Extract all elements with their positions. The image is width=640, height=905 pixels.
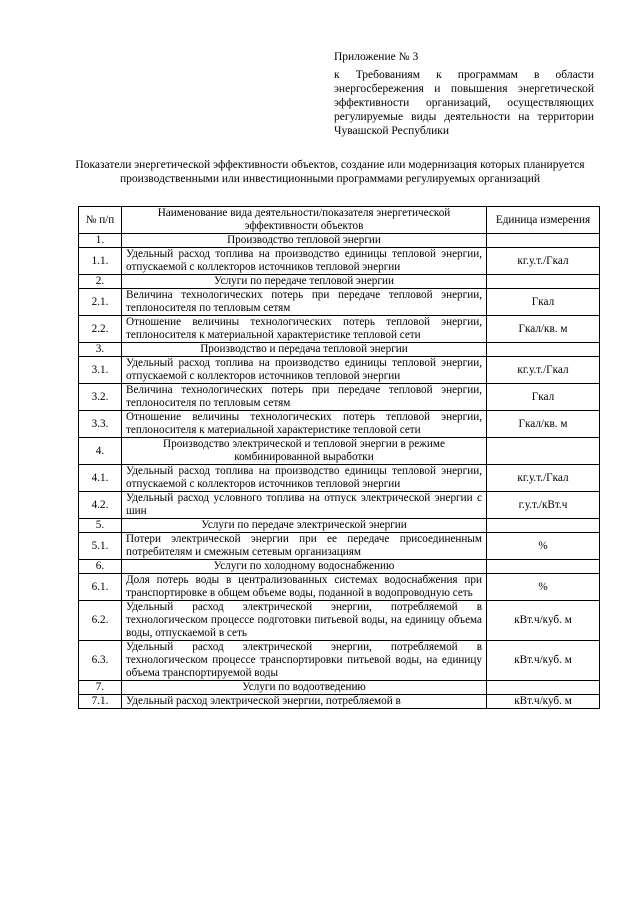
table-row [79, 695, 600, 709]
unit-cell: Гкал [487, 289, 600, 316]
section-name: Производство и передача тепловой энергии [122, 343, 487, 357]
unit-cell: Гкал [487, 384, 600, 411]
unit-cell [487, 275, 600, 289]
unit-cell [487, 234, 600, 248]
indicator-name: Удельный расход топлива на производство единицы тепловой энергии, отпускаемой с коллекторов источников тепловой энергии [122, 465, 487, 492]
row-number: 2.2. [79, 316, 122, 343]
appendix-text: к Требованиям к программам в области энергосбережения и повышения энергетической эффективности организаций, осуществляющих регулируемые виды деятельности на территории Чувашской Республики [334, 69, 594, 137]
row-number: 3.1. [79, 357, 122, 384]
indicator-name: Удельный расход условного топлива на отпуск электрической энергии с шин [122, 492, 487, 519]
unit-cell [487, 438, 600, 465]
table-row [79, 465, 600, 492]
table-row [79, 316, 600, 343]
unit-cell [487, 560, 600, 574]
row-number: 2. [79, 275, 122, 289]
indicator-name: Величина технологических потерь при передаче тепловой энергии, теплоносителя по тепловым сетям [122, 289, 487, 316]
row-number: 4. [79, 438, 122, 465]
row-number: 3.3. [79, 411, 122, 438]
table-row [79, 574, 600, 601]
section-row [79, 519, 600, 533]
row-number: 5.1. [79, 533, 122, 560]
indicator-name: Удельный расход топлива на производство единицы тепловой энергии, отпускаемой с коллекторов источников тепловой энергии [122, 248, 487, 275]
indicator-name: Удельный расход электрической энергии, потребляемой в [122, 695, 487, 709]
section-name: Производство тепловой энергии [122, 234, 487, 248]
table-row [79, 533, 600, 560]
unit-cell: Гкал/кв. м [487, 316, 600, 343]
section-name: Услуги по передаче тепловой энергии [122, 275, 487, 289]
indicator-name: Отношение величины технологических потерь тепловой энергии, теплоносителя к материальной характеристике тепловой сети [122, 316, 487, 343]
table-row [79, 384, 600, 411]
unit-cell: % [487, 574, 600, 601]
row-number: 6.2. [79, 601, 122, 641]
table-row [79, 641, 600, 681]
section-name: Услуги по холодному водоснабжению [122, 560, 487, 574]
row-number: 4.2. [79, 492, 122, 519]
row-number: 3. [79, 343, 122, 357]
appendix-block [334, 50, 594, 138]
table-row [79, 411, 600, 438]
table-row [79, 357, 600, 384]
indicator-name: Потери электрической энергии при ее передаче присоединенным потребителям и смежным сетевым организациям [122, 533, 487, 560]
row-number: 5. [79, 519, 122, 533]
unit-cell: г.у.т./кВт.ч [487, 492, 600, 519]
unit-cell: кг.у.т./Гкал [487, 357, 600, 384]
unit-cell [487, 681, 600, 695]
row-number: 3.2. [79, 384, 122, 411]
indicator-name: Величина технологических потерь при передаче тепловой энергии, теплоносителя по тепловым сетям [122, 384, 487, 411]
unit-cell: кВт.ч/куб. м [487, 601, 600, 641]
row-number: 2.1. [79, 289, 122, 316]
document-title: Показатели энергетической эффективности объектов, создание или модернизация которых планируется производственными или инвестиционными программами регулируемых организаций [75, 159, 585, 185]
indicators-table [78, 206, 600, 709]
unit-cell: кВт.ч/куб. м [487, 695, 600, 709]
section-name: Услуги по передаче электрической энергии [122, 519, 487, 533]
indicator-name: Удельный расход топлива на производство единицы тепловой энергии, отпускаемой с коллекторов источников тепловой энергии [122, 357, 487, 384]
row-number: 6. [79, 560, 122, 574]
table-body [79, 234, 600, 709]
section-row [79, 560, 600, 574]
row-number: 7. [79, 681, 122, 695]
row-number: 6.1. [79, 574, 122, 601]
appendix-number: Приложение № 3 [334, 51, 419, 63]
row-number: 6.3. [79, 641, 122, 681]
section-row [79, 275, 600, 289]
section-name: Услуги по водоотведению [122, 681, 487, 695]
row-number: 7.1. [79, 695, 122, 709]
table-row [79, 601, 600, 641]
header-name: Наименование вида деятельности/показателя энергетической эффективности объектов [122, 207, 487, 234]
table-row [79, 248, 600, 275]
table-header-row [79, 207, 600, 234]
table-row [79, 289, 600, 316]
row-number: 1.1. [79, 248, 122, 275]
section-row [79, 234, 600, 248]
indicator-name: Отношение величины технологических потерь тепловой энергии, теплоносителя к материальной характеристике тепловой сети [122, 411, 487, 438]
unit-cell [487, 519, 600, 533]
unit-cell: Гкал/кв. м [487, 411, 600, 438]
header-unit: Единица измерения [487, 207, 600, 234]
unit-cell: кВт.ч/куб. м [487, 641, 600, 681]
section-row [79, 343, 600, 357]
row-number: 4.1. [79, 465, 122, 492]
section-row [79, 681, 600, 695]
indicator-name: Удельный расход электрической энергии, потребляемой в технологическом процессе транспортировки питьевой воды, на единицу объема транспортируемой воды [122, 641, 487, 681]
indicator-name: Доля потерь воды в централизованных системах водоснабжения при транспортировке в общем объеме воды, поданной в водопроводную сеть [122, 574, 487, 601]
section-row [79, 438, 600, 465]
table-row [79, 492, 600, 519]
unit-cell: кг.у.т./Гкал [487, 465, 600, 492]
indicator-name: Удельный расход электрической энергии, потребляемой в технологическом процессе подготовки питьевой воды, на единицу объема воды, отпускаемой в сеть [122, 601, 487, 641]
unit-cell: % [487, 533, 600, 560]
row-number: 1. [79, 234, 122, 248]
section-name: Производство электрической и тепловой энергии в режиме комбинированной выработки [122, 438, 487, 465]
header-num: № п/п [79, 207, 122, 234]
unit-cell [487, 343, 600, 357]
unit-cell: кг.у.т./Гкал [487, 248, 600, 275]
